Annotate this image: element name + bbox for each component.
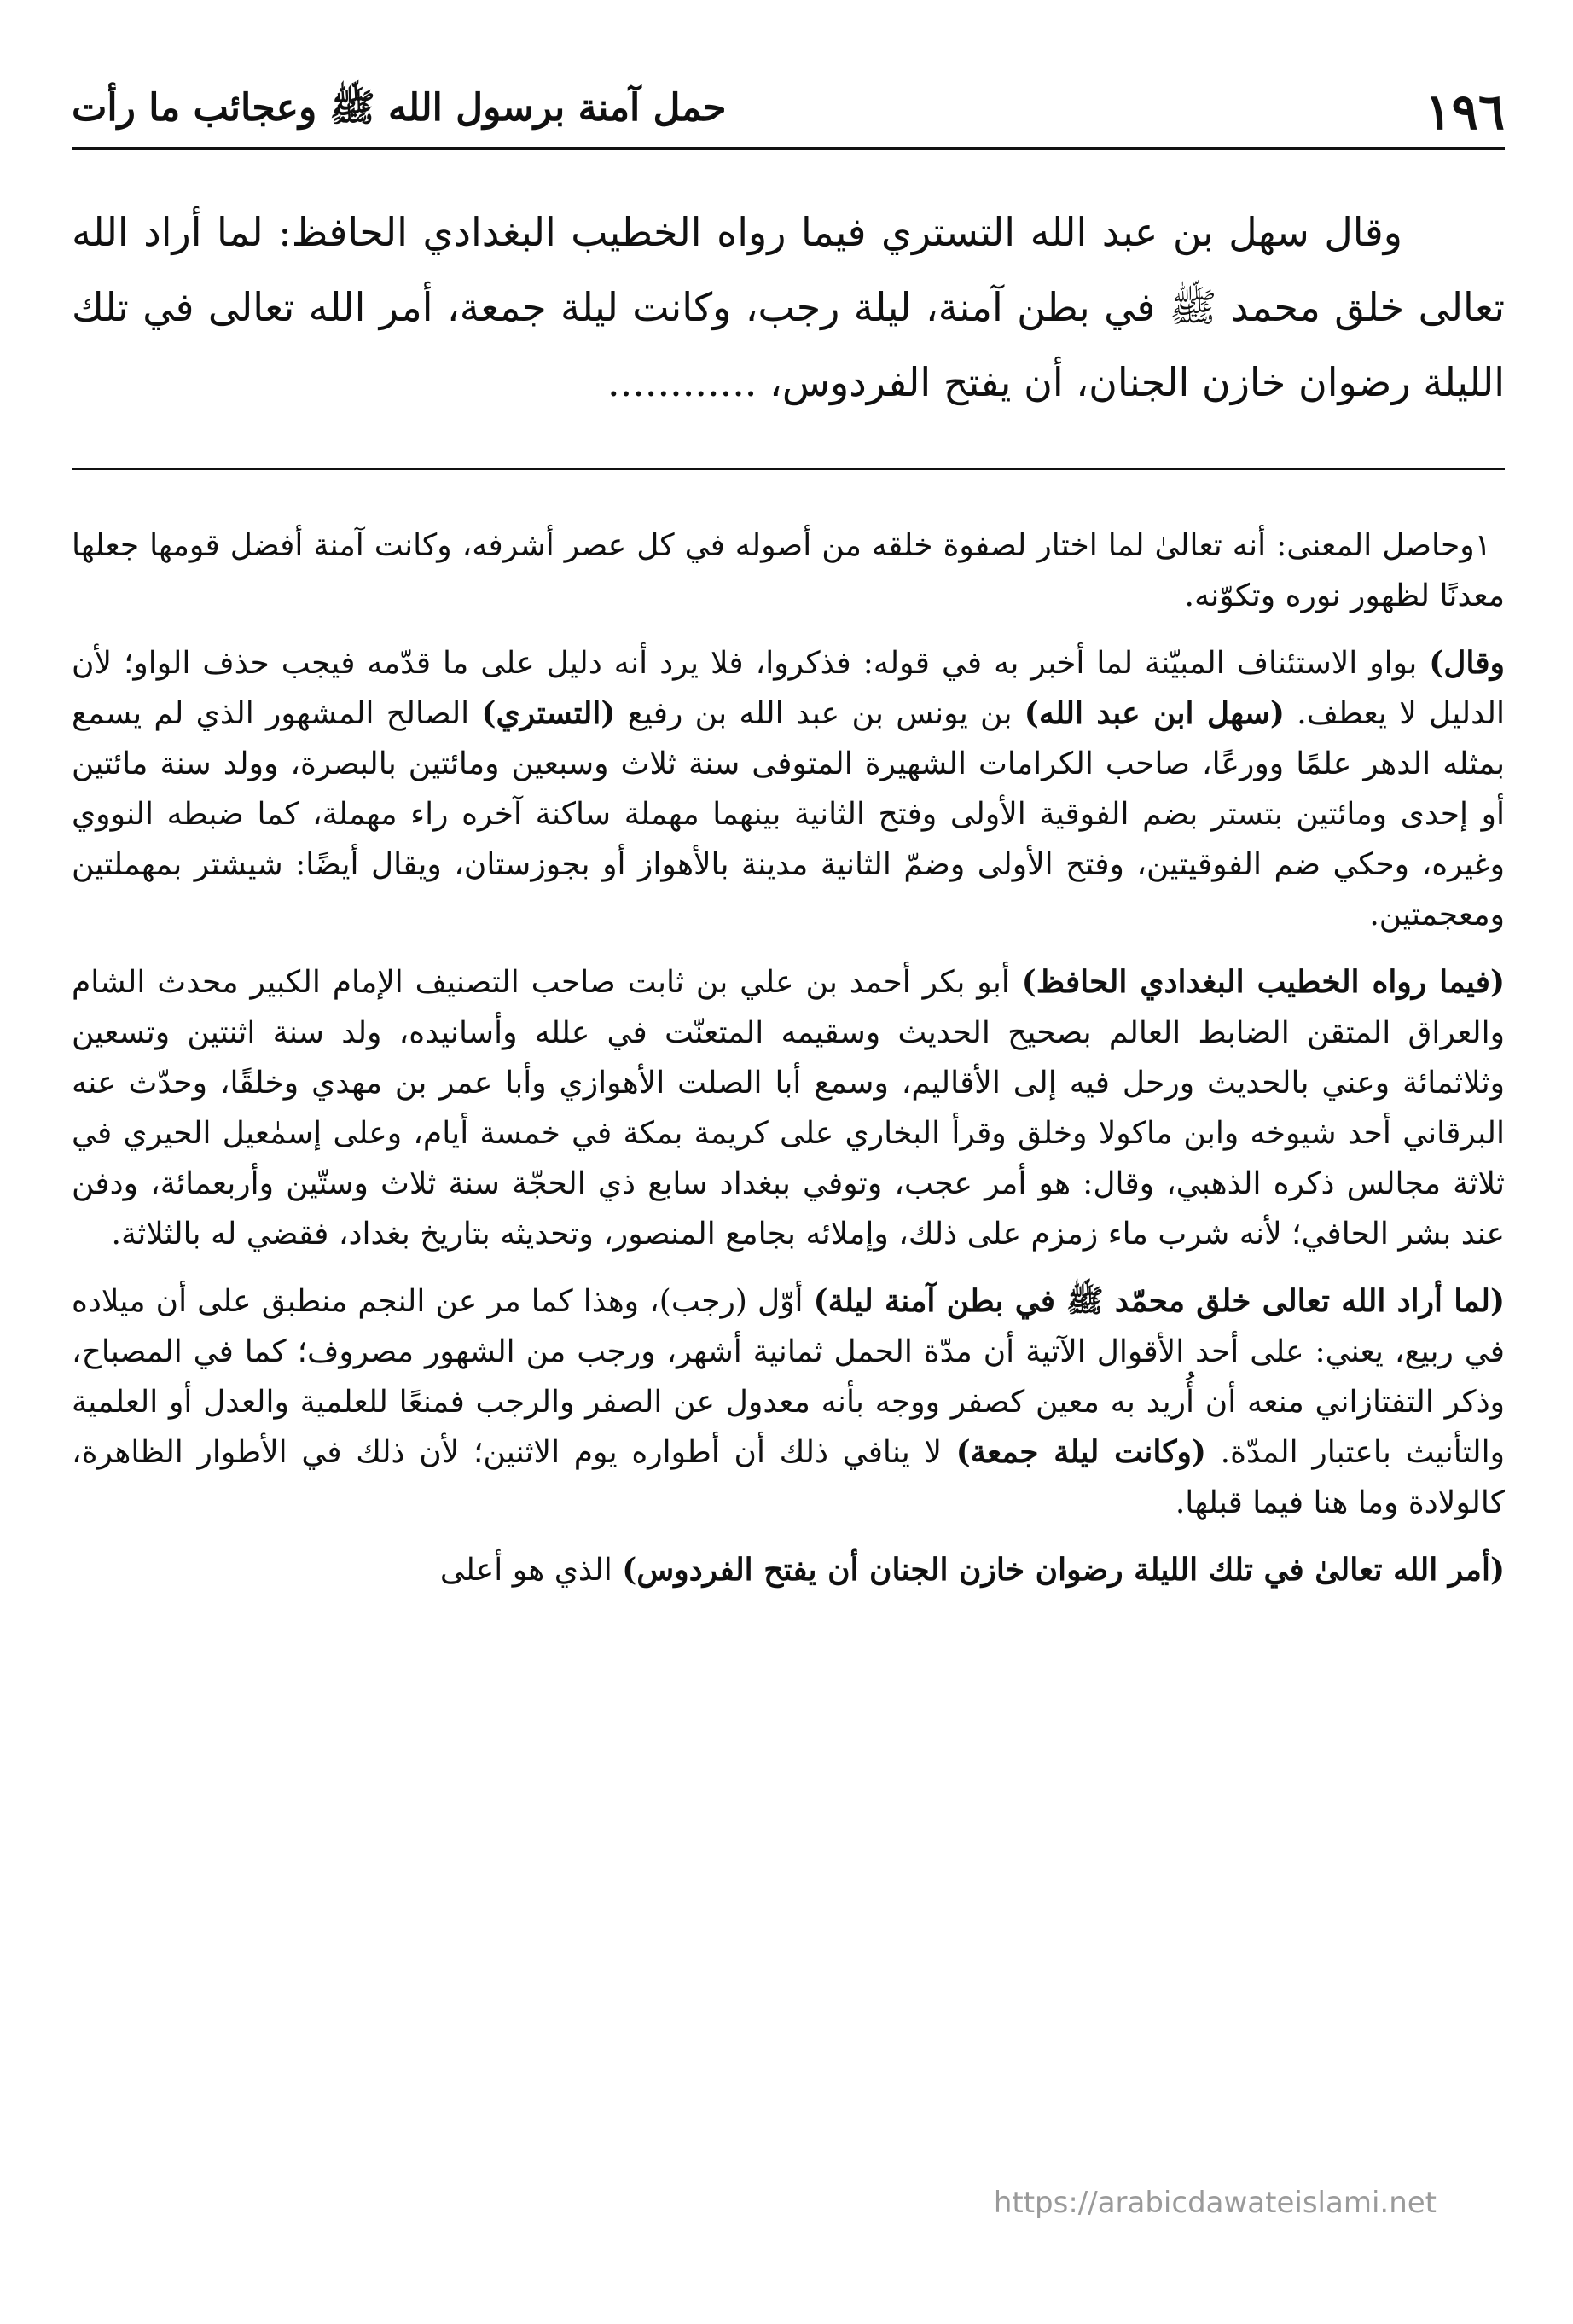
commentary-paragraph-1: ١وحاصل المعنى: أنه تعالىٰ لما اختار لصفوة خلقه من أصوله في كل عصر أشرفه، وكانت آمنة أفضل قومها جعلها معدنًا لظهور نوره وتكوّنه. [72, 528, 1505, 613]
commentary-paragraph-5 [72, 1545, 1505, 1595]
commentary-text: الصالح المشهور الذي لم يسمع بمثله الدهر علمًا وورعًا، صاحب الكرامات الشهيرة المتوفى سنة ثلاث وسبعين ومائتين بالبصرة، وولد سنة مائتين أو إحدى ومائتين بتستر بضم الفوقية الأولى وفتح الثانية بينهما مهملة ساكنة آخره راء مهملة، كما ضبطه النووي وغيره، وحكي ضم الفوقيتين، وفتح الأولى وضمّ الثانية مدينة بالأهواز أو بجوزستان، ويقال أيضًا: شيشتر بمهملتين ومعجمتين. [72, 696, 1505, 933]
commentary-paragraph-2 [72, 638, 1505, 940]
commentary-paragraph-4 [72, 1276, 1505, 1528]
bold-lemma: (فيما رواه الخطيب البغدادي الحافظ) [1021, 964, 1505, 1000]
bold-lemma: (وكانت ليلة جمعة) [955, 1434, 1206, 1470]
bold-lemma: (لما أراد الله تعالى خلق محمّد ﷺ في بطن آمنة ليلة) [813, 1283, 1506, 1319]
commentary-text: بن يونس بن عبد الله بن رفيع [615, 696, 1024, 731]
header-rule [72, 147, 1505, 150]
page-number: ١٩٦ [1425, 83, 1505, 141]
watermark-url: https://arabicdawateislami.net [993, 2186, 1437, 2220]
bold-lemma: (سهل ابن عبد الله) [1024, 695, 1285, 731]
commentary-text: أبو بكر أحمد بن علي بن ثابت صاحب التصنيف الإمام الكبير محدث الشام والعراق المتقن الضابط العالم بصحيح الحديث وسقيمه المتعنّت في علله وأسانيده، ولد سنة اثنتين وتسعين وثلاثمائة وعني بالحديث ورحل فيه إلى الأقاليم، وسمع أبا الصلت الأهوازي وأبا عمر بن مهدي وخلقًا، وحدّث عنه البرقاني أحد شيوخه وابن ماكولا وخلق وقرأ البخاري على كريمة بمكة في خمسة أيام، وعلى إسمٰعيل الحيري في ثلاثة مجالس ذكره الذهبي، وقال: هو أمر عجب، وتوفي ببغداد سابع ذي الحجّة سنة ثلاث وستّين وأربعمائة، ودفن عند بشر الحافي؛ لأنه شرب ماء زمزم على ذلك، وإملائه بجامع المنصور، وتحديثه بتاريخ بغداد، فقضي له بالثلاثة. [72, 965, 1505, 1252]
bold-lemma: (أمر الله تعالىٰ في تلك الليلة رضوان خازن الجنان أن يفتح الفردوس) [622, 1552, 1505, 1588]
bold-lemma: (التستري) [481, 695, 616, 731]
main-text-paragraph: وقال سهل بن عبد الله التستري فيما رواه الخطيب البغدادي الحافظ: لما أراد الله تعالى خلق محمد ﷺ في بطن آمنة، ليلة رجب، وكانت ليلة جمعة، أمر الله تعالى في تلك الليلة رضوان خازن الجنان، أن يفتح الفردوس، ............ [72, 209, 1505, 405]
commentary-text: بواو الاستئناف المبيّنة لما أخبر به في قوله: فذكروا، فلا يرد أنه دليل على ما قدّمه فيجب حذف الواو؛ لأن الدليل لا يعطف. [72, 646, 1505, 731]
commentary-text: الذي هو أعلى [439, 1553, 623, 1588]
running-title: حمل آمنة برسول الله ﷺ وعجائب ما رأت [72, 86, 727, 130]
footnote-separator [72, 468, 1505, 470]
main-text [72, 195, 1505, 420]
page-header [72, 78, 1505, 145]
bold-lemma: وقال) [1429, 645, 1505, 681]
commentary [72, 520, 1505, 1612]
commentary-paragraph-3 [72, 957, 1505, 1259]
commentary-text: أوّل (رجب)، وهذا كما مر عن النجم منطبق على أن ميلاده في ربيع، يعني: على أحد الأقوال الآتية أن مدّة الحمل ثمانية أشهر، ورجب من الشهور مصروف؛ كما في المصباح، وذكر التفتازاني منعه أن أُريد به معين كصفر ووجه بأنه معدول عن الصفر والرجب فمنعًا للعلمية والعدل أو العلمية والتأنيث باعتبار المدّة. [72, 1284, 1505, 1470]
commentary-text: لا ينافي ذلك أن أطواره يوم الاثنين؛ لأن ذلك في الأطوار الظاهرة، كالولادة وما هنا فيما قبلها. [72, 1435, 1505, 1520]
